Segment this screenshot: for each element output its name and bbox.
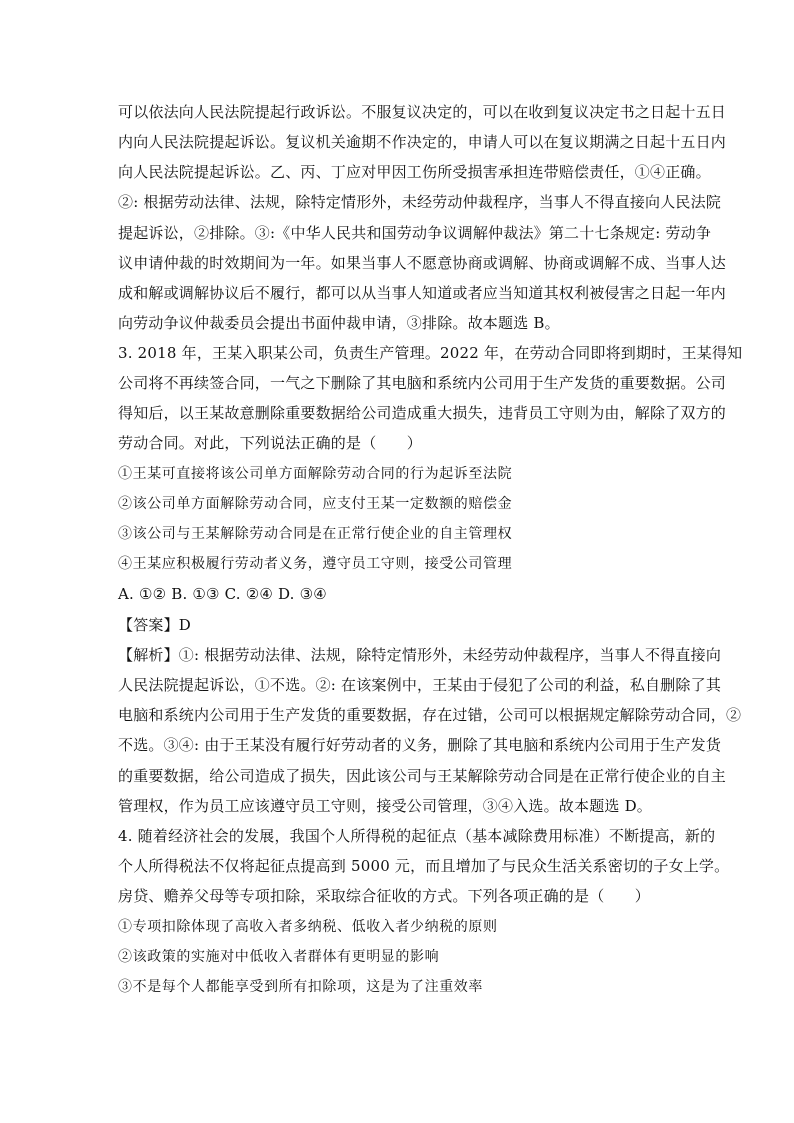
statement-item: ③不是每个人都能享受到所有扣除项，这是为了注重效率 bbox=[118, 979, 483, 995]
statement-item: ③该公司与王某解除劳动合同是在正常行使企业的自主管理权 bbox=[118, 526, 513, 542]
paragraph-line: 内向人民法院提起诉讼。复议机关逾期不作决定的，申请人可以在复议期满之日起十五日内 bbox=[118, 133, 727, 151]
question-stem-line: 4. 随着经济社会的发展，我国个人所得税的起征点（基本减除费用标准）不断提高，新的 bbox=[118, 827, 716, 845]
paragraph-line: 向人民法院提起诉讼。乙、丙、丁应对甲因工伤所受损害承担连带赔偿责任，①④正确。 bbox=[118, 163, 711, 181]
paragraph-line: 提起诉讼，②排除。③:《中华人民共和国劳动争议调解仲裁法》第二十七条规定: 劳动争 bbox=[118, 224, 712, 242]
question-stem-line: 房贷、赡养父母等专项扣除，采取综合征收的方式。下列各项正确的是（ ） bbox=[118, 887, 651, 905]
paragraph-line: 向劳动争议仲裁委员会提出书面仲裁申请，③排除。故本题选 B。 bbox=[118, 314, 560, 332]
analysis-line: 的重要数据，给公司造成了损失，因此该公司与王某解除劳动合同是在正常行使企业的自主 bbox=[118, 767, 727, 785]
analysis-line: 电脑和系统内公司用于生产发货的重要数据，存在过错，公司可以根据规定解除劳动合同，② bbox=[118, 706, 742, 724]
question-stem-line: 个人所得税法不仅将起征点提高到 5000 元，而且增加了与民众生活关系密切的子女上学。 bbox=[118, 857, 730, 875]
question-stem-line: 劳动合同。对此，下列说法正确的是（ ） bbox=[118, 434, 423, 452]
analysis-line: 不选。③④: 由于王某没有履行好劳动者的义务，删除了其电脑和系统内公司用于生产发货 bbox=[118, 736, 722, 754]
statement-item: ②该公司单方面解除劳动合同，应支付王某一定数额的赔偿金 bbox=[118, 496, 513, 512]
statement-item: ②该政策的实施对中低收入者群体有更明显的影响 bbox=[118, 949, 440, 965]
paragraph-line: 可以依法向人民法院提起行政诉讼。不服复议决定的，可以在收到复议决定书之日起十五日 bbox=[118, 103, 727, 121]
question-stem-line: 得知后，以王某故意删除重要数据给公司造成重大损失，违背员工守则为由，解除了双方的 bbox=[118, 404, 727, 422]
answer-choices: A. ①② B. ①③ C. ②④ D. ③④ bbox=[118, 585, 327, 603]
analysis-line: 【解析】①: 根据劳动法律、法规，除特定情形外，未经劳动仲裁程序，当事人不得直接向 bbox=[118, 646, 722, 664]
question-stem-line: 公司将不再续签合同，一气之下删除了其电脑和系统内公司用于生产发货的重要数据。公司 bbox=[118, 374, 727, 392]
statement-item: ④王某应积极履行劳动者义务，遵守员工守则，接受公司管理 bbox=[118, 556, 513, 572]
paragraph-line: ②: 根据劳动法律、法规，除特定情形外，未经劳动仲裁程序，当事人不得直接向人民法院 bbox=[118, 193, 722, 211]
statement-item: ①专项扣除体现了高收入者多纳税、低收入者少纳税的原则 bbox=[118, 919, 498, 935]
question-stem-line: 3. 2018 年，王某入职某公司，负责生产管理。2022 年，在劳动合同即将到期时，王某得知 bbox=[118, 344, 743, 362]
statement-item: ①王某可直接将该公司单方面解除劳动合同的行为起诉至法院 bbox=[118, 466, 513, 482]
answer-label: 【答案】D bbox=[118, 616, 192, 634]
paragraph-line: 成和解或调解协议后不履行，都可以从当事人知道或者应当知道其权利被侵害之日起一年内 bbox=[118, 284, 727, 302]
analysis-line: 人民法院提起诉讼，①不选。②: 在该案例中，王某由于侵犯了公司的利益，私自删除了其 bbox=[118, 676, 722, 694]
analysis-line: 管理权，作为员工应该遵守员工守则，接受公司管理，③④入选。故本题选 D。 bbox=[118, 797, 652, 815]
paragraph-line: 议申请仲裁的时效期间为一年。如果当事人不愿意协商或调解、协商或调解不成、当事人达 bbox=[118, 254, 727, 272]
